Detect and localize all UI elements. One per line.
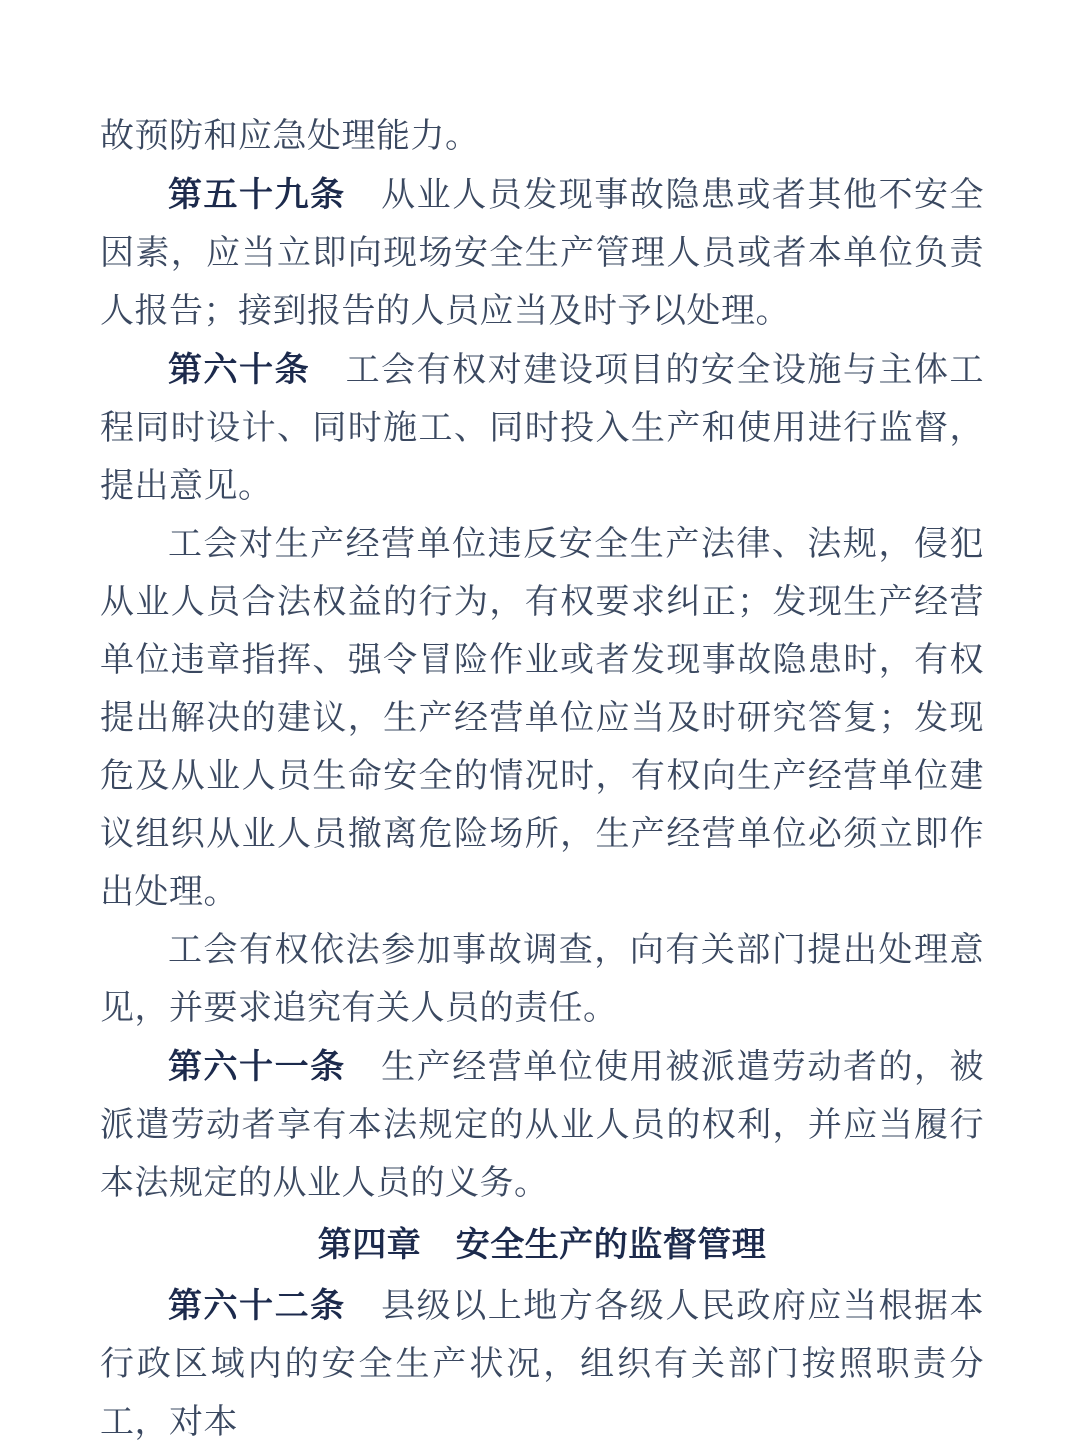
paragraph <box>100 1038 984 1213</box>
paragraph-text: 县级以上地方各级人民政府应当根据本行政区域内的安全生产状况，组织有关部门按照职责分工，对本 <box>100 1288 985 1441</box>
paragraph-text: 生产经营单位使用被派遣劳动者的，被派遣劳动者享有本法规定的从业人员的权利，并应当履行本法规定的从业人员的义务。 <box>100 1049 985 1202</box>
paragraph <box>100 166 984 341</box>
chapter-heading <box>100 1216 984 1274</box>
article-number: 第六十条 <box>168 351 311 389</box>
paragraph-text: 工会对生产经营单位违反安全生产法律、法规，侵犯从业人员合法权益的行为，有权要求纠正；发现生产经营单位违章指挥、强令冒险作业或者发现事故隐患时，有权提出解决的建议，生产经营单位应当及时研究答复；发现危及从业人员生命安全的情况时，有权向生产经营单位建议组织从业人员撤离危险场所，生产经营单位必须立即作出处理。 <box>100 526 984 911</box>
paragraph <box>100 1277 984 1452</box>
paragraph-text: 工会有权对建设项目的安全设施与主体工程同时设计、同时施工、同时投入生产和使用进行监督，提出意见。 <box>100 352 985 505</box>
paragraph-text: 工会有权依法参加事故调查，向有关部门提出处理意见，并要求追究有关人员的责任。 <box>100 932 984 1027</box>
paragraph <box>100 516 984 922</box>
paragraph <box>100 341 984 516</box>
article-number: 第六十一条 <box>168 1048 346 1086</box>
paragraph-text: 从业人员发现事故隐患或者其他不安全因素，应当立即向现场安全生产管理人员或者本单位负责人报告；接到报告的人员应当及时予以处理。 <box>100 177 985 330</box>
chapter-heading-text: 第四章 安全生产的监督管理 <box>317 1226 767 1264</box>
article-number: 第六十二条 <box>168 1287 346 1325</box>
paragraph-text: 故预防和应急处理能力。 <box>100 118 480 155</box>
paragraph <box>100 108 984 166</box>
paragraph <box>100 922 984 1038</box>
article-number: 第五十九条 <box>168 176 346 214</box>
